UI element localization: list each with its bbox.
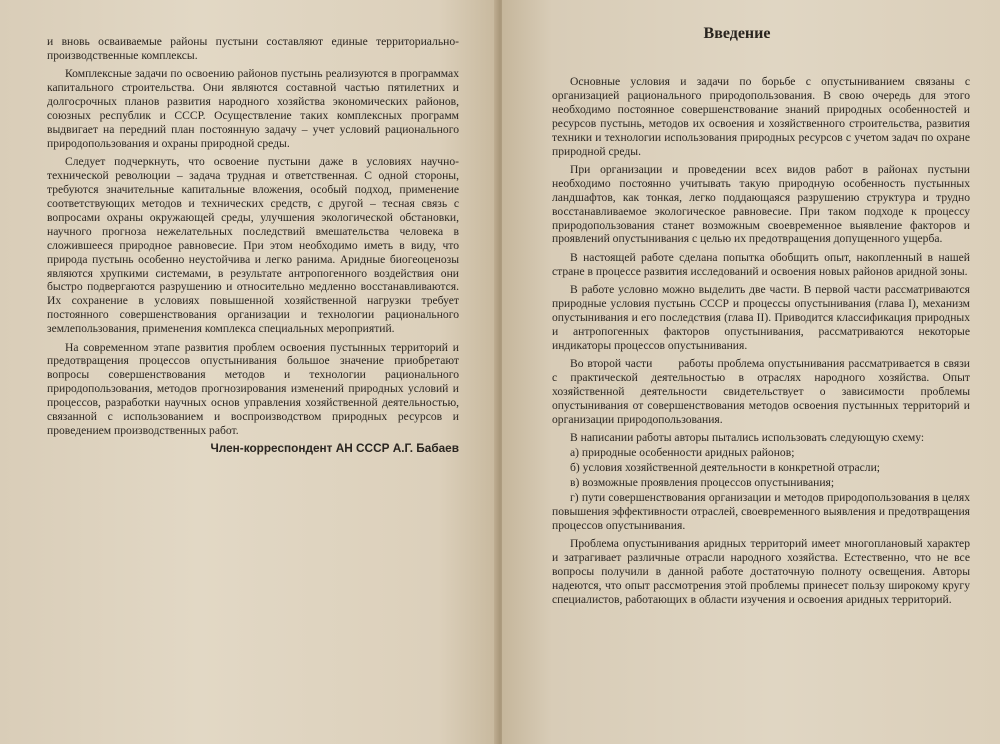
scheme-item-c: в) возможные проявления процессов опустынивания; [570, 475, 835, 489]
right-page [502, 0, 1000, 744]
right-page-text [552, 75, 970, 611]
right-paragraph-3: В настоящей работе сделана попытка обобщить опыт, накопленный в нашей стране в процессе развития исследований и освоения новых районов аридной зоны. [552, 250, 970, 278]
right-paragraph-5 [552, 357, 970, 427]
left-paragraph-2: Комплексные задачи по освоению районов пустынь реализуются в программах капитального строительства. Они являются составной частью пятилетних и долгосрочных планов развития народного хозяйства экономических районов, союзных республик и СССР. Осуществление таких комплексных программ выдвигает на передний план постоянную задачу – учет условий рационального природопользования и охраны природной среды. [47, 67, 459, 150]
foreword-signature: Член-корреспондент АН СССР А.Г. Бабаев [210, 441, 459, 456]
right-paragraph-1: Основные условия и задачи по борьбе с опустыниванием связаны с организацией рационального природопользования. В свою очередь для этого необходимо постоянное совершенствование знаний природных особенностей и ресурсов пустынь, методов их освоения и хозяйственного строительства, развития техники и технологии использования природных ресурсов с учетом задач по охране природной среды. [552, 75, 970, 158]
left-paragraph-3: Следует подчеркнуть, что освоение пустыни даже в условиях научно-технической революции – задача трудная и ответственная. С одной стороны, требуются значительные капитальные вложения, особый подход, применение соответствующих методов и технических средств, с другой – тесная связь с вопросами охраны окружающей среды, улучшения экологической обстановки, научного прогноза нежелательных последствий вмешательства человека в сложившееся природное равновесие. При этом необходимо иметь в виду, что природа пустынь особенно неустойчива и легко ранима. Аридные биогеоценозы являются хрупкими системами, в результате антропогенного воздействия они быстро подвергаются разрушению и относительно медленно восстанавливаются. Их сохранение в условиях повышенной хозяйственной нагрузки требует постоянного совершенствования организации и технологии рационального землепользования, применения комплекса специальных мероприятий. [47, 155, 459, 336]
page-title: Введение [703, 25, 771, 42]
left-page-text [47, 35, 459, 461]
left-page [0, 0, 498, 744]
right-paragraph-4: В работе условно можно выделить две части. В первой части рассматриваются природные условия пустынь СССР и процессы опустынивания (глава I), механизм опустынивания и его последствия (глава II). Приводится классификация природных и антропогенных факторов опустынивания, рассматриваются некоторые индикаторы процессов опустынивания. [552, 283, 970, 352]
second-part-rest: работы проблема опустынивания рассматривается в связи с практической деятельностью в отраслях народного хозяйства. Опыт хозяйственной деятельности свидетельствует о зависимости проблемы опустынивания от совершенствования методов освоения пустынных территорий и организации природопользования. [552, 357, 970, 426]
scheme-item-a: а) природные особенности аридных районов; [570, 446, 795, 460]
right-paragraph-2: При организации и проведении всех видов работ в районах пустыни необходимо постоянно учитывать такую природную особенность пустынных ландшафтов, как тонкая, легко поддающаяся разрушению структура и трудно восстанавливаемое экологическое равновесие. При таком подходе к процессу природопользования станет возможным своевременное выявление факторов и проявлений опустынивания с целью их предотвращения допущенного ущерба. [552, 162, 970, 246]
second-part-lead: Во второй части [570, 357, 653, 371]
left-paragraph-4: На современном этапе развития проблем освоения пустынных территорий и предотвращения процессов опустынивания большое значение приобретают вопросы совершенствования методов и технологии рационального природопользования, методов прогнозирования изменений природных условий и процессов, разработки научных основ управления хозяйственной деятельностью, связанной с использованием и воспроизводством природных ресурсов и проведением производственных работ. [47, 340, 459, 437]
scheme-intro: В написании работы авторы пытались использовать следующую схему: [570, 431, 925, 445]
scheme-item-d: г) пути совершенствования организации и методов природопользования в целях повышения эффективности отраслей, своевременного выявления и предотвращения процессов опустынивания. [552, 490, 970, 532]
right-paragraph-closing: Проблема опустынивания аридных территорий имеет многоплановый характер и затрагивает различные отрасли народного хозяйства. Естественно, что не все вопросы получили в данной работе достаточную полноту освещения. Авторы надеются, что опыт рассмотрения этой проблемы принесет пользу широкому кругу специалистов, работающих в области изучения и освоения аридных территорий. [552, 537, 970, 606]
scheme-item-b: б) условия хозяйственной деятельности в конкретной отрасли; [570, 461, 881, 475]
left-paragraph-1: и вновь осваиваемые районы пустыни составляют единые территориально-производственные комплексы. [47, 35, 459, 62]
